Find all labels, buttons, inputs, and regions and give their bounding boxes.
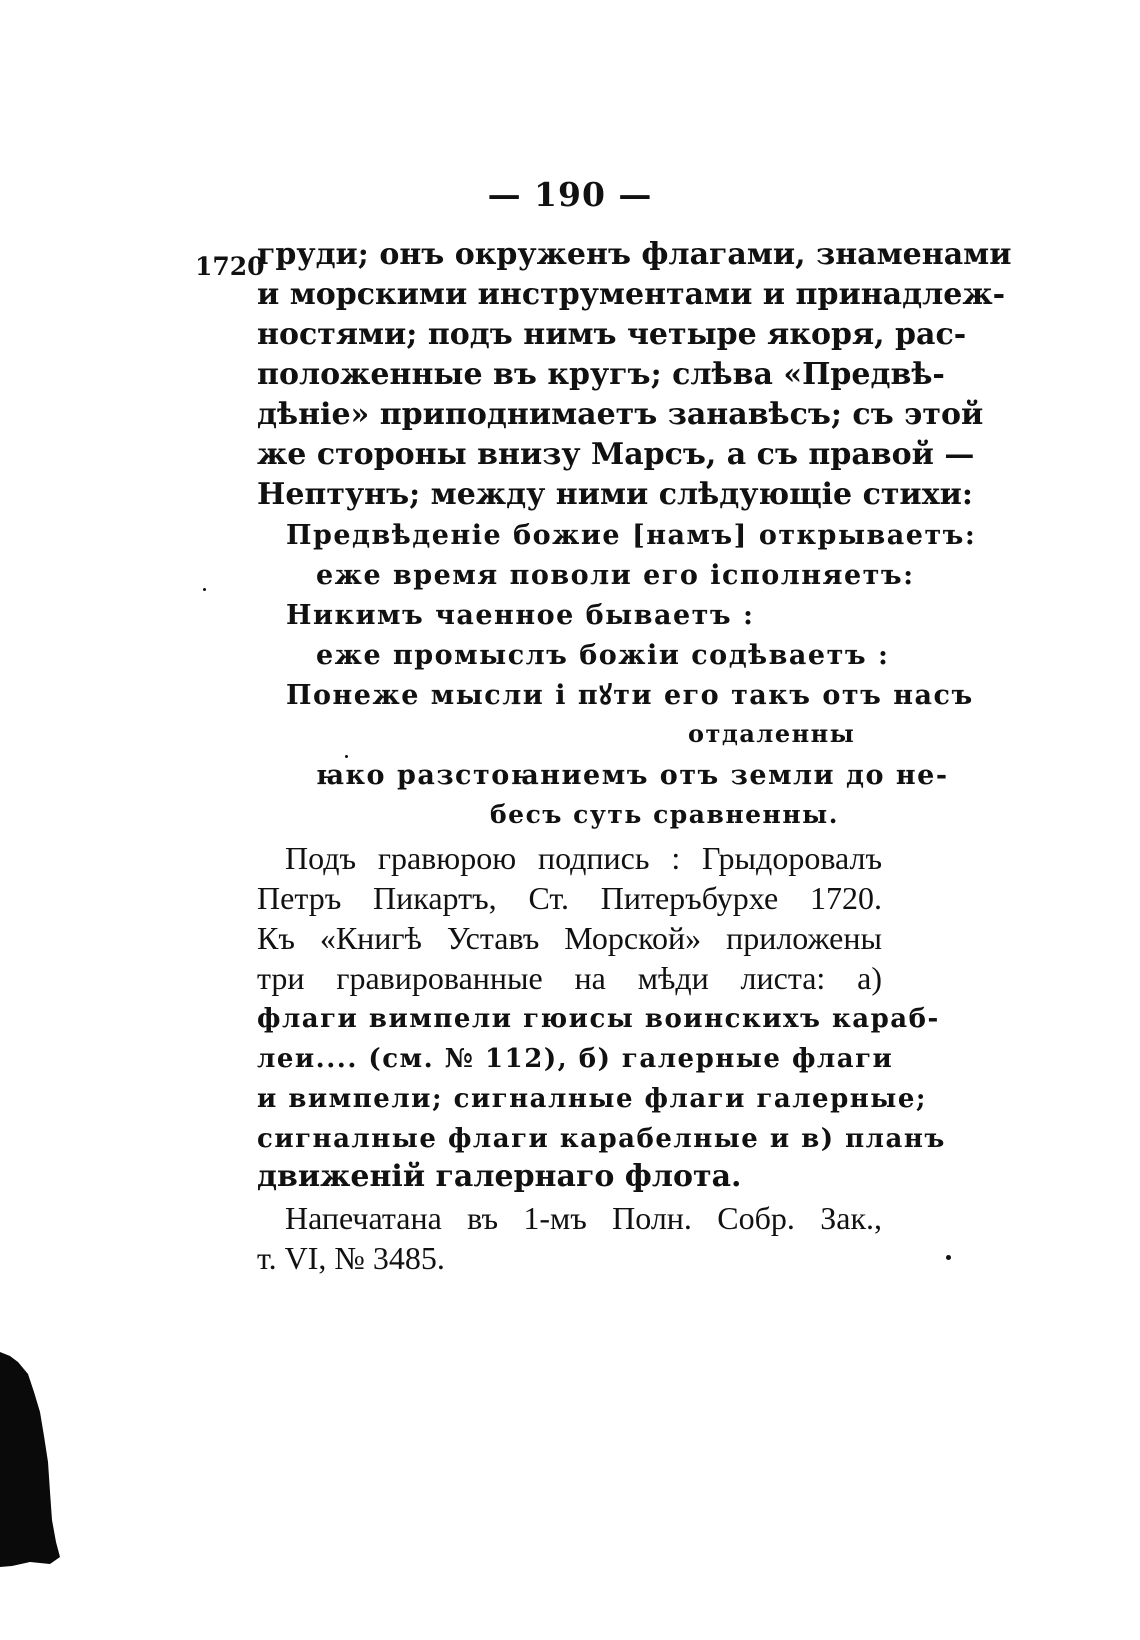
text-line: Нептунъ; между ними слѣдующіе стихи: bbox=[257, 477, 973, 512]
verse-line: еже промыслъ божіи содѣваетъ : bbox=[316, 640, 890, 671]
text-line: ностями; подъ нимъ четыре якоря, рас- bbox=[257, 317, 967, 352]
verse-line: отдаленны bbox=[688, 719, 856, 748]
scan-speck bbox=[345, 755, 348, 758]
text-line: груди; онъ окруженъ флагами, знаменами bbox=[257, 237, 1012, 272]
verse-line: еже время поволи его ісполняетъ: bbox=[316, 560, 915, 591]
verse-line: бесъ суть сравненны. bbox=[490, 800, 839, 829]
verse-line: ꙗко разстоꙗниемъ отъ земли до не- bbox=[316, 760, 949, 791]
text-line: Петръ Пикартъ, Ст. Питеръбурхе 1720. bbox=[257, 880, 882, 916]
text-line: положенные въ кругъ; слѣва «Предвѣ- bbox=[257, 357, 945, 392]
text-line: Подъ гравюрою подпись : Грыдоровалъ bbox=[285, 840, 882, 876]
verse-line: Никимъ чаенное бываетъ : bbox=[286, 600, 755, 631]
scan-edge-blot bbox=[0, 1352, 62, 1567]
text-line: дѣніе» приподнимаетъ занавѣсъ; съ этой bbox=[257, 397, 984, 432]
text-line: движеній галернаго флота. bbox=[257, 1159, 742, 1194]
verse-line: Предвѣденіе божие [намъ] открываетъ: bbox=[286, 520, 977, 551]
text-line: Къ «Книгѣ Уставъ Морской» приложены bbox=[257, 920, 882, 956]
text-line: и морскими инструментами и принадлеж- bbox=[257, 277, 1006, 312]
text-line: и вимпели; сигналные флаги галерные; bbox=[257, 1084, 928, 1114]
verse-line: Понеже мысли і пꙋти его такъ отъ насъ bbox=[286, 680, 974, 711]
text-line: же стороны внизу Марсъ, а съ правой — bbox=[257, 437, 975, 472]
text-line: т. VI, № 3485. bbox=[257, 1240, 445, 1276]
text-line: Напечатана въ 1-мъ Полн. Собр. Зак., bbox=[285, 1200, 882, 1236]
text-line: сигналные флаги карабелные и в) планъ bbox=[257, 1124, 946, 1154]
scan-speck bbox=[946, 1255, 951, 1260]
scan-speck bbox=[203, 588, 206, 591]
text-line: три гравированные на мѣди листа: а) bbox=[257, 960, 882, 996]
text-line: леи.... (см. № 112), б) галерные флаги bbox=[257, 1044, 894, 1074]
margin-year: 1720 bbox=[195, 252, 265, 281]
text-line: флаги вимпели гюисы воинскихъ караб- bbox=[257, 1004, 940, 1034]
page-number: — 190 — bbox=[487, 175, 653, 214]
